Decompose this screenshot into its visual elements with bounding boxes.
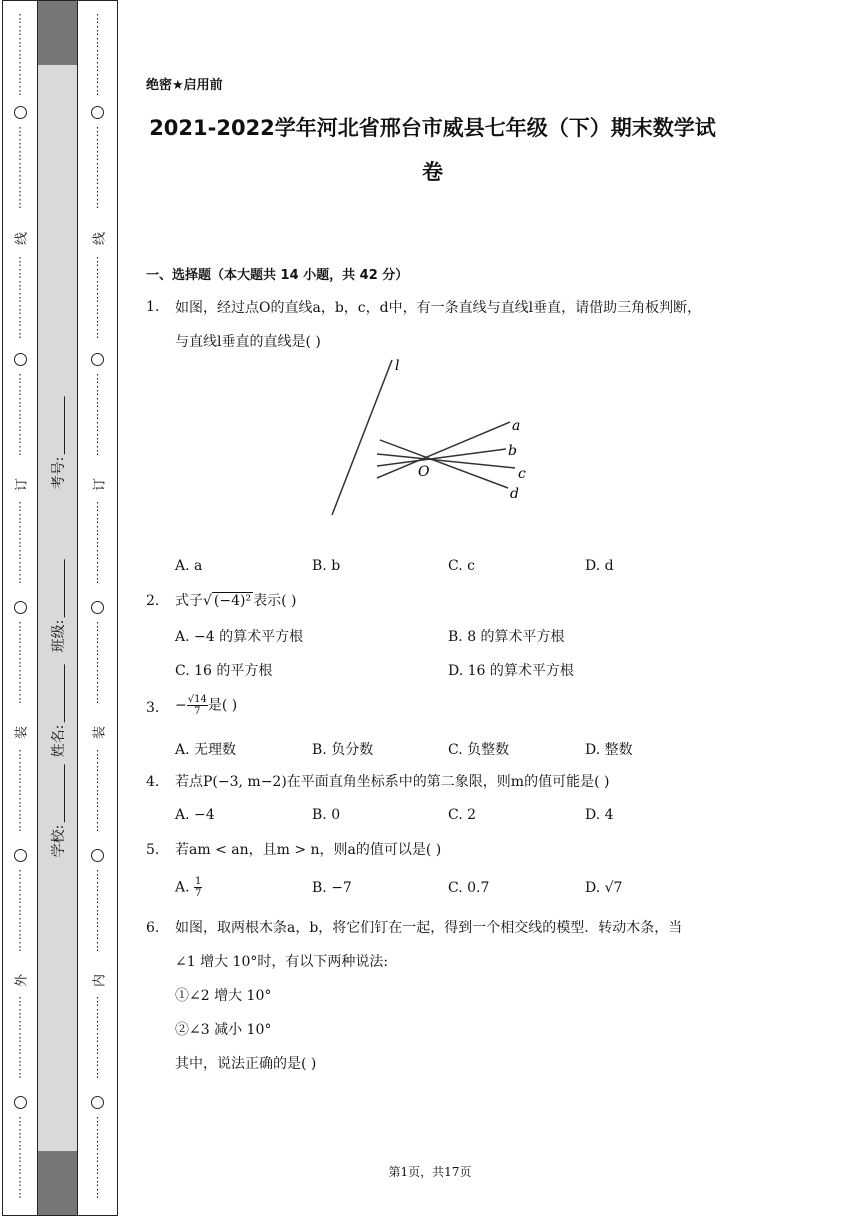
dots: ⋮ ⋮ ⋮ ⋮ ⋮ ⋮ ⋮ (14, 12, 26, 97)
q1-option-c[interactable]: C. c (448, 558, 475, 574)
circle-mark (3, 106, 37, 119)
label-c: c (518, 466, 526, 482)
q3-option-c[interactable]: C. 负整数 (448, 742, 510, 758)
q5-option-a[interactable]: A. $\frac{1}{7}$ (175, 876, 202, 899)
question-number: 2. (146, 593, 160, 609)
student-info-strip (37, 0, 78, 1216)
question-1-line-2: 与直线l垂直的直线是( ) (175, 334, 321, 350)
dots: ⋮ ⋮ ⋮ ⋮ ⋮ ⋮ ⋮ (92, 255, 103, 340)
question-number: 1. (146, 299, 160, 315)
circle-mark (78, 106, 117, 119)
inner-label-inside: 内 (92, 973, 107, 988)
q4-option-a[interactable]: A. −4 (175, 807, 215, 823)
outer-label-line: 线 (14, 231, 30, 246)
dots: ⋮ ⋮ ⋮ ⋮ ⋮ ⋮ ⋮ (92, 620, 103, 705)
q1-option-d[interactable]: D. d (585, 558, 614, 574)
question-number: 5. (146, 842, 160, 858)
q3-option-d[interactable]: D. 整数 (585, 742, 633, 758)
dots: ⋮ ⋮ ⋮ ⋮ ⋮ ⋮ ⋮ (14, 500, 26, 585)
question-number: 6. (146, 920, 160, 936)
question-3-text: − $\frac{√14}{7}$是( ) (175, 694, 238, 717)
dots: ⋮ ⋮ ⋮ ⋮ ⋮ ⋮ ⋮ (14, 748, 26, 833)
dots: ⋮ ⋮ ⋮ ⋮ ⋮ ⋮ ⋮ (14, 255, 26, 340)
q5-option-c[interactable]: C. 0.7 (448, 880, 490, 896)
dots: ⋮ ⋮ ⋮ ⋮ ⋮ ⋮ ⋮ (92, 372, 103, 457)
circle-mark (78, 849, 117, 862)
q3-option-b[interactable]: B. 负分数 (312, 742, 374, 758)
circle-mark (3, 1096, 37, 1109)
label-a: a (512, 418, 521, 434)
circle-mark (3, 353, 37, 366)
dots: ⋮ ⋮ ⋮ ⋮ ⋮ ⋮ ⋮ (92, 868, 103, 953)
q4-option-d[interactable]: D. 4 (585, 807, 614, 823)
section-heading: 一、选择题（本大题共 14 小题，共 42 分） (146, 268, 409, 283)
label-b: b (508, 443, 517, 459)
outer-binding-strip (2, 0, 38, 1216)
strip-cap-bottom (38, 1151, 77, 1215)
confidential-tag: 绝密★启用前 (146, 78, 223, 93)
question-2-text: 式子√ (−4)² 表示( ) (175, 593, 297, 609)
question-1-line-1: 如图，经过点O的直线a，b，c，d中，有一条直线与直线l垂直，请借助三角板判断， (175, 300, 702, 316)
dots: ⋮ ⋮ ⋮ ⋮ ⋮ ⋮ ⋮ (92, 995, 103, 1080)
dots: ⋮ ⋮ ⋮ ⋮ ⋮ ⋮ ⋮ (92, 748, 103, 833)
inner-label-bind: 订 (92, 477, 107, 492)
circle-mark (3, 601, 37, 614)
line-c (377, 454, 515, 468)
q4-option-b[interactable]: B. 0 (312, 807, 341, 823)
dots: ⋮ ⋮ ⋮ ⋮ ⋮ ⋮ ⋮ (92, 12, 103, 97)
outer-label-bind: 订 (14, 477, 30, 492)
line-l (332, 360, 392, 515)
question-6-line-3: ①∠2 增大 10° (175, 988, 272, 1004)
dots: ⋮ ⋮ ⋮ ⋮ ⋮ ⋮ ⋮ (92, 1115, 103, 1200)
exam-number-field[interactable]: 考号: (48, 397, 68, 490)
q4-option-c[interactable]: C. 2 (448, 807, 477, 823)
page-title: 2021-2022学年河北省邢台市威县七年级（下）期末数学试卷 (149, 116, 716, 184)
circle-mark (3, 849, 37, 862)
school-field[interactable]: 学校: (48, 765, 68, 858)
question-6-line-4: ②∠3 减小 10° (175, 1022, 272, 1038)
inner-label-mount: 装 (92, 725, 107, 740)
question-1-figure (320, 350, 540, 525)
q2-option-a[interactable]: A. −4 的算术平方根 (175, 629, 304, 645)
outer-label-outside: 外 (14, 973, 30, 988)
strip-cap-top (38, 1, 77, 65)
q3-option-a[interactable]: A. 无理数 (175, 742, 237, 758)
inner-label-line: 线 (92, 231, 107, 246)
dots: ⋮ ⋮ ⋮ ⋮ ⋮ ⋮ ⋮ (92, 125, 103, 210)
fraction: $\frac{√14}{7}$ (187, 694, 207, 717)
outer-label-mount: 装 (14, 725, 30, 740)
line-a (377, 422, 510, 478)
q5-option-d[interactable]: D. √7 (585, 880, 623, 896)
dots: ⋮ ⋮ ⋮ ⋮ ⋮ ⋮ ⋮ (14, 620, 26, 705)
circle-mark (78, 601, 117, 614)
question-6-line-1: 如图，取两根木条a，b，将它们钉在一起，得到一个相交线的模型．转动木条，当 (175, 920, 683, 936)
question-4-text: 若点P(−3, m−2)在平面直角坐标系中的第二象限，则m的值可能是( ) (175, 774, 610, 790)
question-6-line-5: 其中，说法正确的是( ) (175, 1056, 317, 1072)
label-O: O (418, 464, 430, 480)
label-l: l (395, 358, 400, 374)
question-number: 3. (146, 700, 160, 716)
q2-option-b[interactable]: B. 8 的算术平方根 (448, 629, 565, 645)
dots: ⋮ ⋮ ⋮ ⋮ ⋮ ⋮ ⋮ (14, 1115, 26, 1200)
dots: ⋮ ⋮ ⋮ ⋮ ⋮ ⋮ ⋮ (14, 125, 26, 210)
question-6-line-2: ∠1 增大 10°时，有以下两种说法: (175, 954, 389, 970)
class-field[interactable]: 班级: (48, 560, 68, 653)
q1-option-b[interactable]: B. b (312, 558, 341, 574)
dots: ⋮ ⋮ ⋮ ⋮ ⋮ ⋮ ⋮ (14, 995, 26, 1080)
q1-option-a[interactable]: A. a (175, 558, 203, 574)
q5-option-b[interactable]: B. −7 (312, 880, 352, 896)
circle-mark (78, 1096, 117, 1109)
line-d (380, 440, 508, 488)
name-field[interactable]: 姓名: (48, 665, 68, 758)
dots: ⋮ ⋮ ⋮ ⋮ ⋮ ⋮ ⋮ (14, 868, 26, 953)
question-number: 4. (146, 774, 160, 790)
question-5-text: 若am < an，且m > n，则a的值可以是( ) (175, 842, 442, 858)
page-footer: 第1页，共17页 (388, 1165, 472, 1179)
q2-option-d[interactable]: D. 16 的算术平方根 (448, 663, 574, 679)
q2-option-c[interactable]: C. 16 的平方根 (175, 663, 273, 679)
inner-binding-strip (77, 0, 118, 1216)
dots: ⋮ ⋮ ⋮ ⋮ ⋮ ⋮ ⋮ (92, 500, 103, 585)
label-d: d (510, 486, 519, 502)
circle-mark (78, 353, 117, 366)
dots: ⋮ ⋮ ⋮ ⋮ ⋮ ⋮ ⋮ (14, 372, 26, 457)
